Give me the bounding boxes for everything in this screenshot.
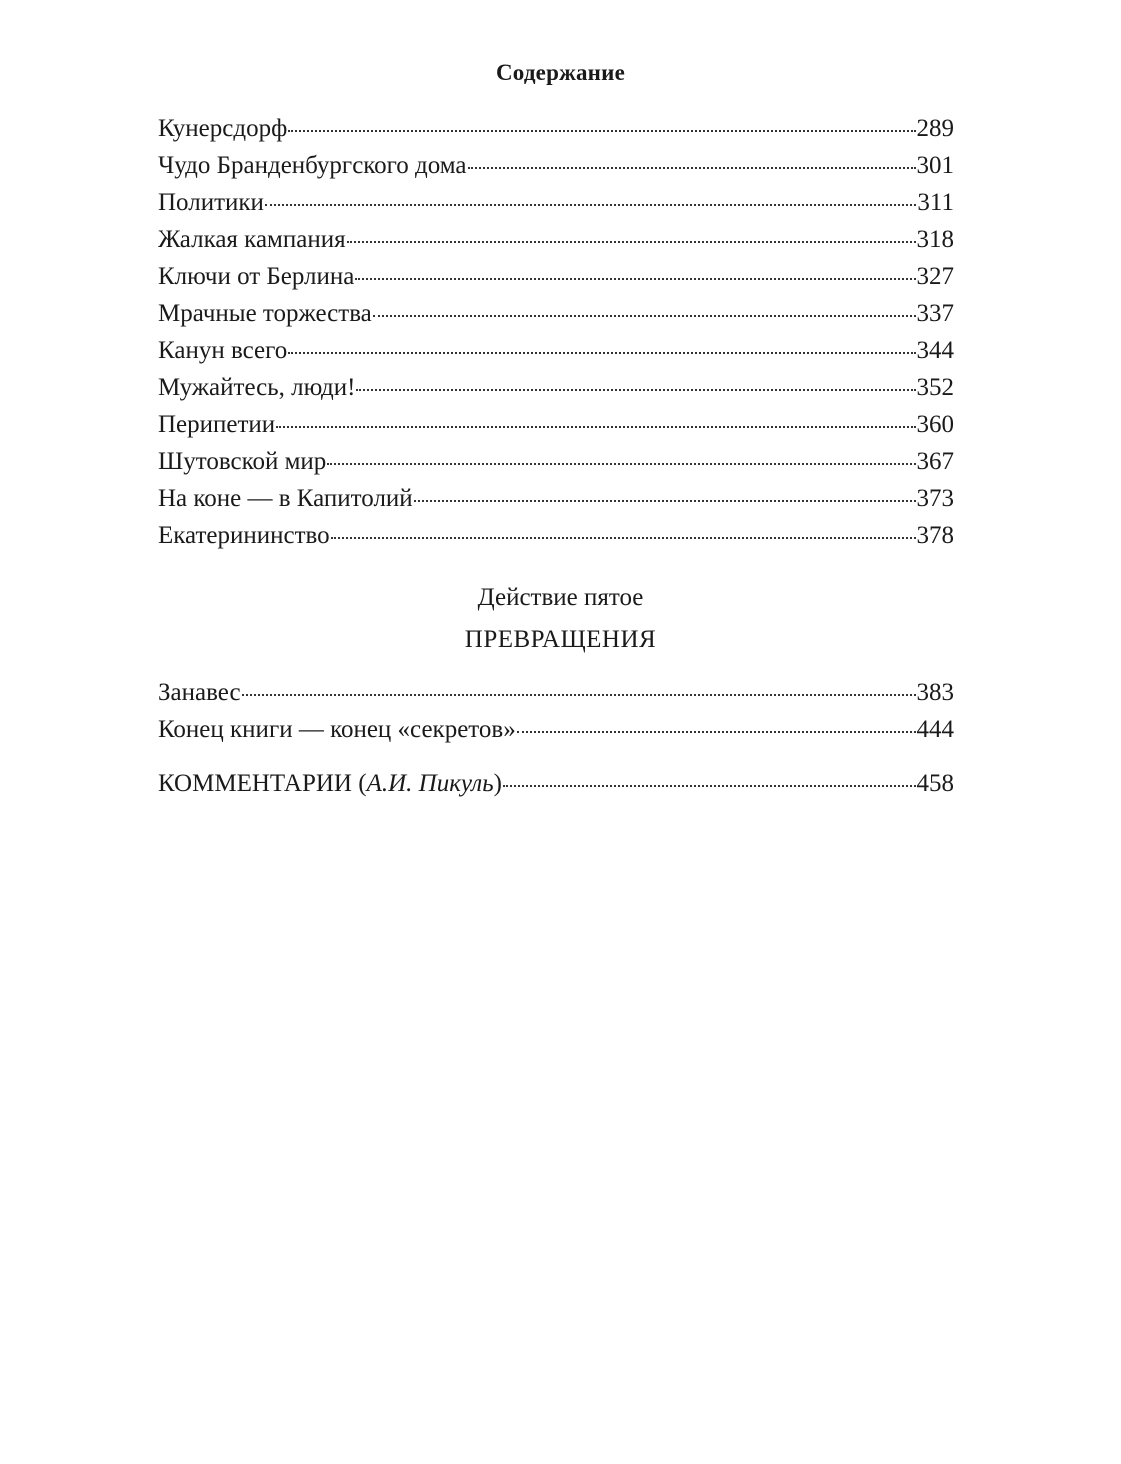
- dot-leader: [347, 241, 916, 243]
- toc-entry-page: 289: [916, 115, 954, 142]
- toc-entry-title: Политики: [158, 189, 264, 216]
- toc-entry-title: Мрачные торжества: [158, 300, 372, 327]
- part-title: ПРЕВРАЩЕНИЯ: [464, 626, 657, 653]
- toc-entry-title: Чудо Бранденбургского дома: [158, 152, 467, 179]
- toc-entry-page: 458: [916, 770, 954, 797]
- toc-entry-page: 337: [916, 300, 954, 327]
- toc-entry[interactable]: [158, 258, 954, 295]
- comments-close-paren: ): [493, 770, 502, 797]
- dot-leader: [265, 204, 917, 206]
- dot-leader: [356, 389, 915, 391]
- toc-entry-page: 318: [916, 226, 954, 253]
- toc-entry-title: Конец книги — конец «секретов»: [158, 716, 516, 743]
- comments-author: А.И. Пикуль: [366, 770, 494, 797]
- toc-entry[interactable]: [158, 184, 954, 221]
- comments-open-paren: (: [351, 770, 367, 797]
- dot-leader: [288, 352, 915, 354]
- toc-entry-title: Канун всего: [158, 337, 288, 364]
- toc-entry[interactable]: [158, 674, 954, 711]
- toc-entry-title: На коне — в Капитолий: [158, 485, 413, 512]
- page-title: Содержание: [496, 60, 625, 85]
- toc-entry-page: 344: [916, 337, 954, 364]
- dot-leader: [373, 315, 916, 317]
- toc-part-list: [158, 674, 954, 748]
- toc-entry-page: 378: [916, 522, 954, 549]
- toc-entry[interactable]: [158, 517, 954, 554]
- toc-entry-page: 444: [916, 716, 954, 743]
- toc-entry-page: 373: [916, 485, 954, 512]
- part-label: Действие пятое: [477, 584, 644, 611]
- toc-entry-title: Шутовской мир: [158, 448, 327, 475]
- toc-entry[interactable]: [158, 369, 954, 406]
- toc-entry[interactable]: [158, 295, 954, 332]
- toc-entry-title: Мужайтесь, люди!: [158, 374, 356, 401]
- toc-entry-comments[interactable]: [158, 765, 954, 802]
- toc-entry-page: 311: [917, 189, 954, 216]
- dot-leader: [327, 463, 915, 465]
- toc-entry[interactable]: [158, 332, 954, 369]
- toc-comments-list: [158, 765, 954, 802]
- toc-entry-title: Перипетии: [158, 411, 276, 438]
- dot-leader: [288, 130, 915, 132]
- toc-entry-page: 383: [916, 679, 954, 706]
- toc-entry[interactable]: [158, 711, 954, 748]
- dot-leader: [503, 785, 916, 787]
- toc-entry-title: Екатерининство: [158, 522, 330, 549]
- dot-leader: [468, 167, 916, 169]
- toc-entry-title: [158, 765, 502, 802]
- toc-entry[interactable]: [158, 221, 954, 258]
- toc-entry-page: 367: [916, 448, 954, 475]
- dot-leader: [242, 694, 916, 696]
- toc-entry-page: 301: [916, 152, 954, 179]
- comments-title: КОММЕНТАРИИ: [158, 770, 352, 797]
- dot-leader: [414, 500, 916, 502]
- toc-entry-page: 352: [916, 374, 954, 401]
- dot-leader: [331, 537, 916, 539]
- dot-leader: [355, 278, 915, 280]
- toc-main-list: [158, 110, 954, 554]
- toc-entry-title: Кунерсдорф: [158, 115, 288, 142]
- toc-entry[interactable]: [158, 110, 954, 147]
- toc-entry-title: Занавес: [158, 679, 241, 706]
- dot-leader: [276, 426, 915, 428]
- dot-leader: [517, 731, 916, 733]
- toc-entry[interactable]: [158, 480, 954, 517]
- toc-entry[interactable]: [158, 147, 954, 184]
- toc-entry[interactable]: [158, 443, 954, 480]
- toc-entry-page: 327: [916, 263, 954, 290]
- toc-entry-title: Ключи от Берлина: [158, 263, 355, 290]
- toc-entry-page: 360: [916, 411, 954, 438]
- toc-entry[interactable]: [158, 406, 954, 443]
- toc-entry-title: Жалкая кампания: [158, 226, 346, 253]
